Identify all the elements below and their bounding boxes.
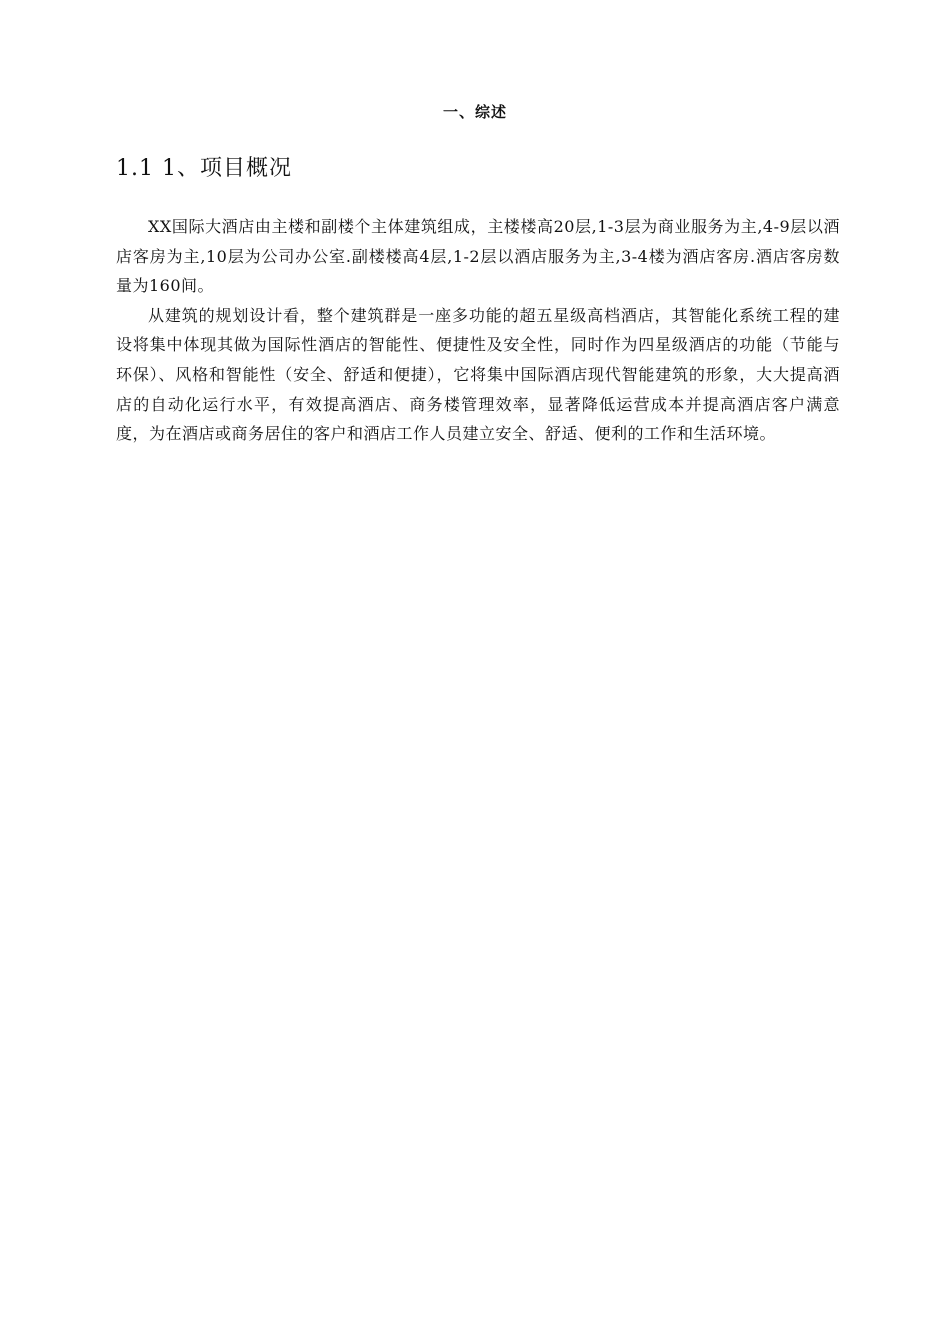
chapter-title: 一、综述 — [442, 103, 507, 121]
paragraph-project-overview: XX国际大酒店由主楼和副楼个主体建筑组成，主楼楼高20层,1-3层为商业服务为主,4-9层以酒店客房为主,10层为公司办公室.副楼楼高4层,1-2层以酒店服务为主,3-4楼为酒店客房.酒店客房数量为160间。 — [116, 217, 840, 296]
paragraph-planning-design: 从建筑的规划设计看，整个建筑群是一座多功能的超五星级高档酒店，其智能化系统工程的建设将集中体现其做为国际性酒店的智能性、便捷性及安全性，同时作为四星级酒店的功能（节能与环保）、风格和智能性（安全、舒适和便捷），它将集中国际酒店现代智能建筑的形象，大大提高酒店的自动化运行水平，有效提高酒店、商务楼管理效率，显著降低运营成本并提高酒店客户满意度，为在酒店或商务居住的客户和酒店工作人员建立安全、舒适、便利的工作和生活环境。 — [116, 305, 840, 444]
section-heading: 1.1 1、项目概况 — [116, 156, 292, 181]
body-text — [116, 212, 840, 449]
